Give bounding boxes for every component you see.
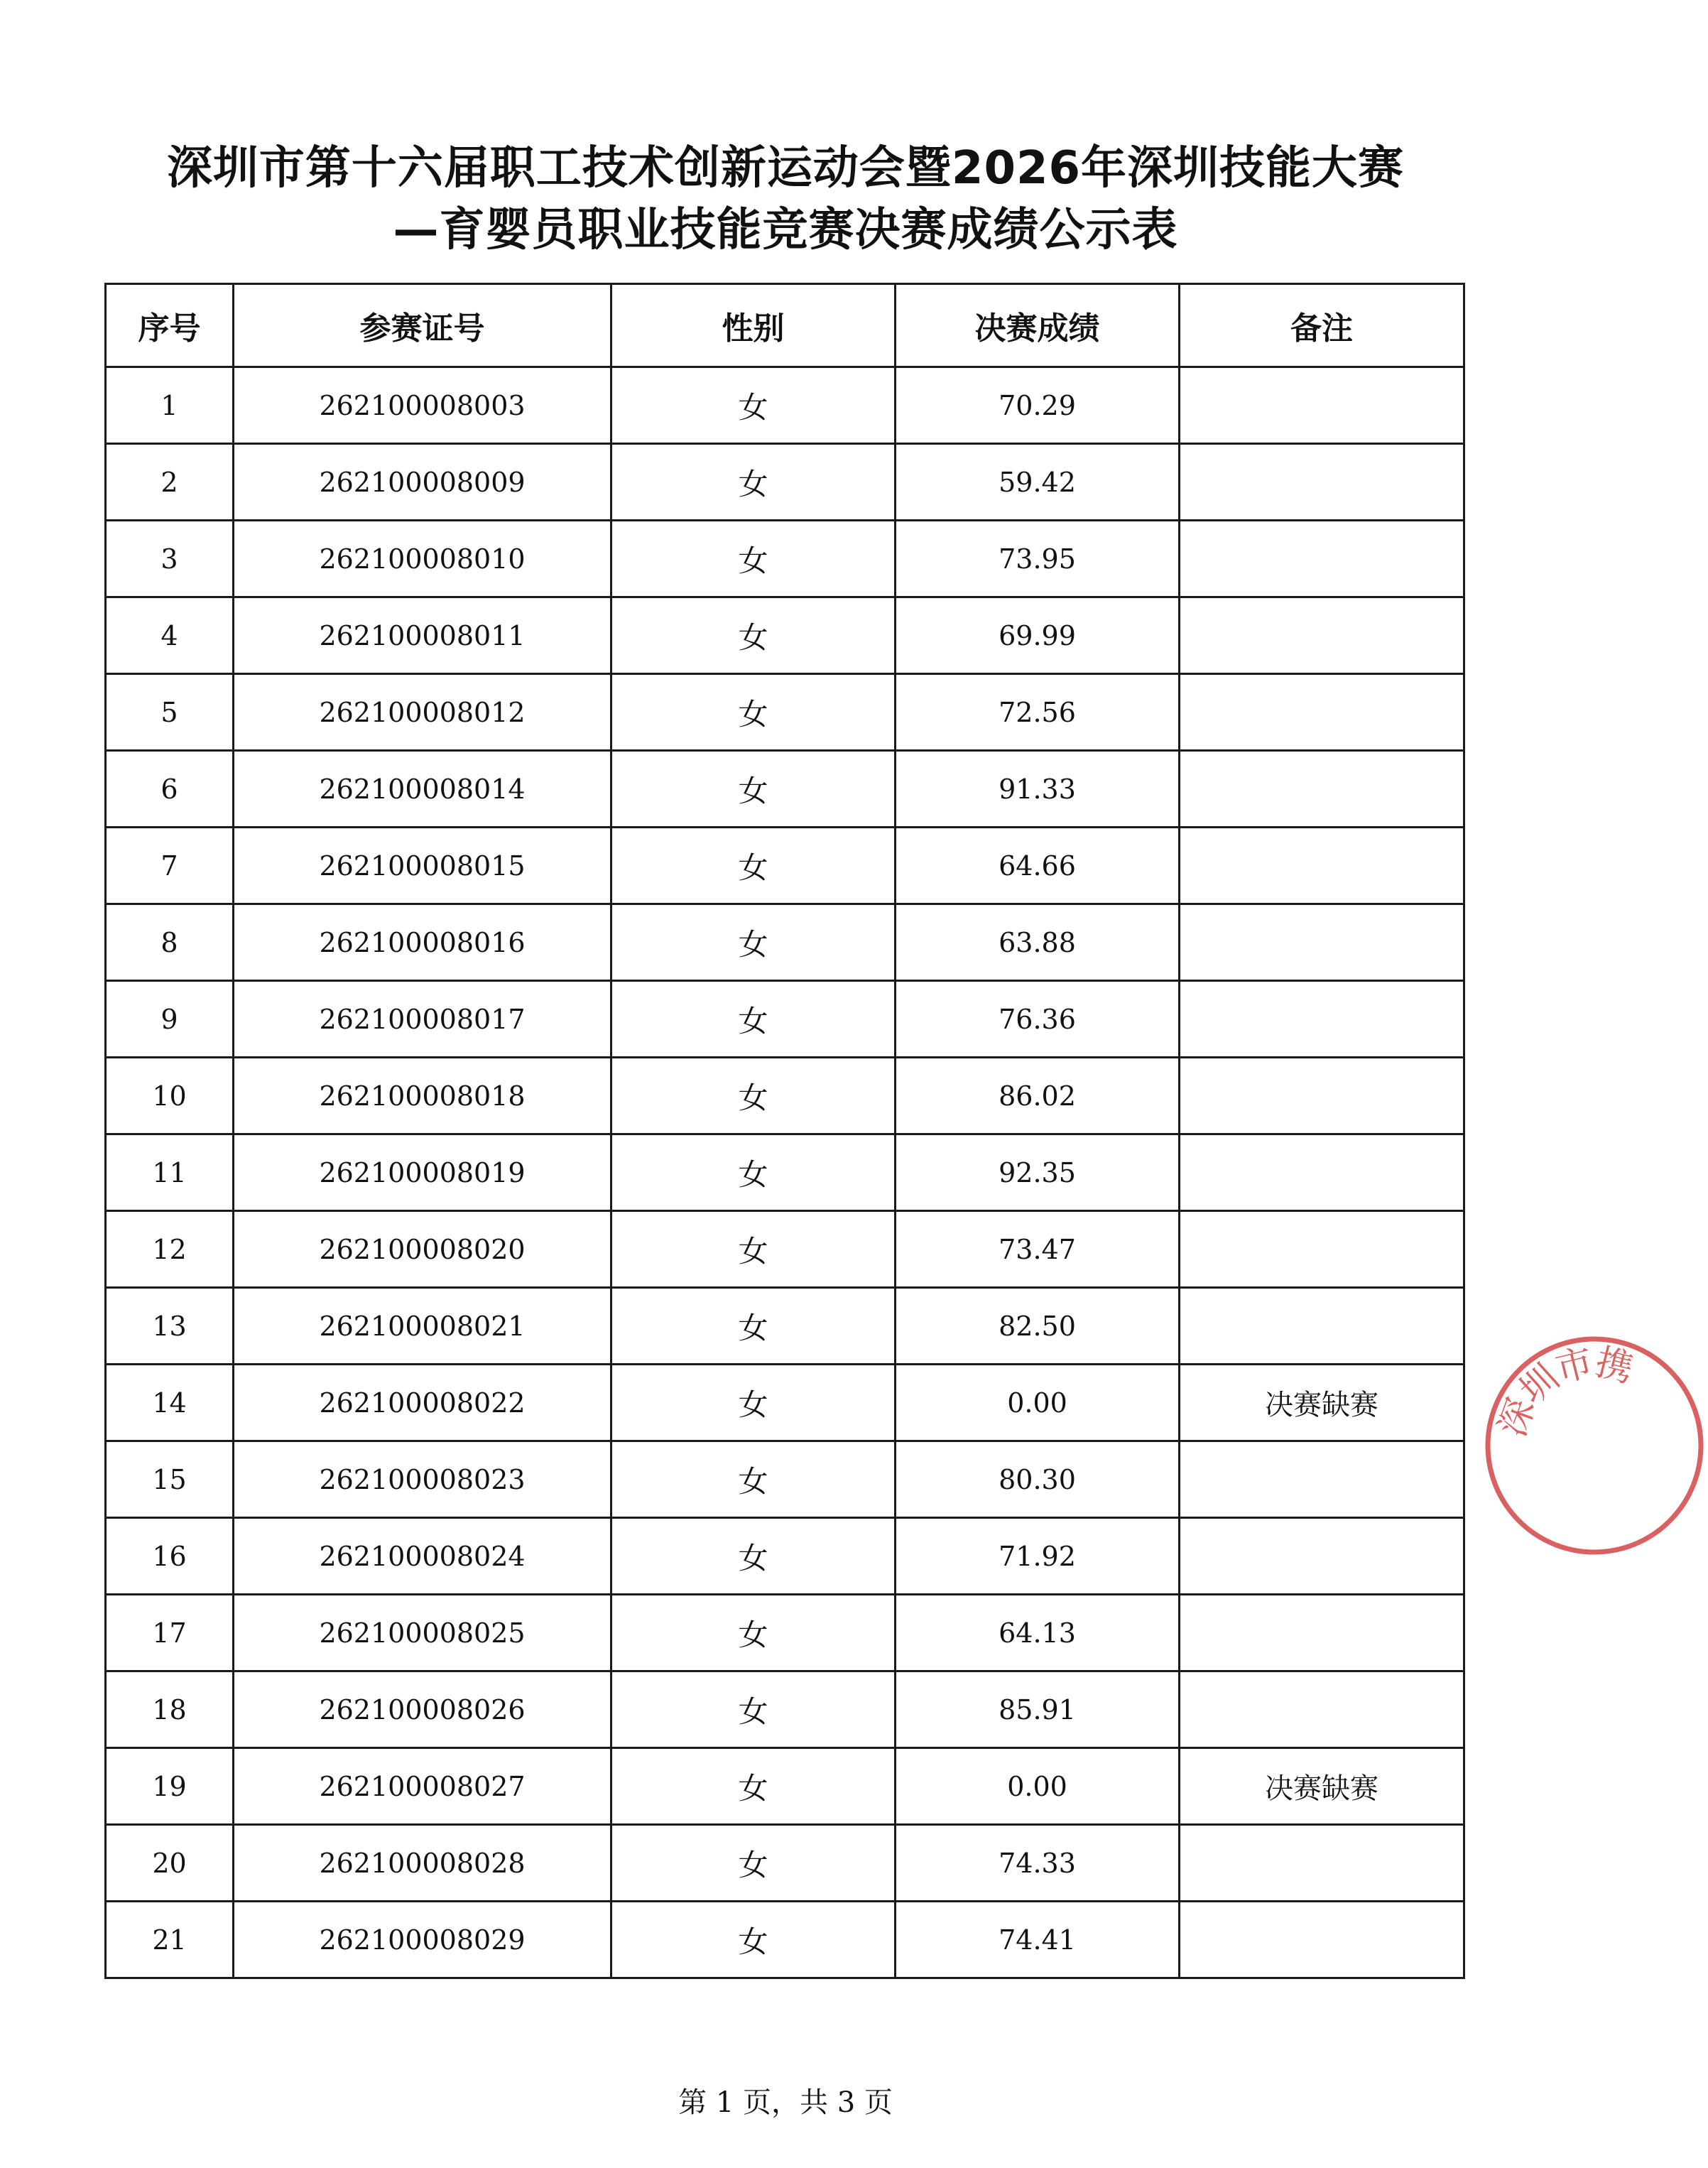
- cell-entry-id: 262100008015: [234, 828, 611, 904]
- cell-serial: 21: [106, 1902, 234, 1978]
- table-row: [106, 1288, 1464, 1365]
- table-row: [106, 1211, 1464, 1288]
- cell-final-score: 91.33: [896, 751, 1180, 828]
- document-title-line-1: 深圳市第十六届职工技术创新运动会暨2026年深圳技能大赛: [166, 142, 1405, 195]
- official-seal-stamp: [1481, 1332, 1708, 1559]
- cell-gender: 女: [611, 444, 896, 521]
- cell-remarks: [1180, 674, 1464, 751]
- seal-character: 深: [1491, 1392, 1544, 1443]
- cell-remarks: [1180, 1211, 1464, 1288]
- cell-remarks: [1180, 521, 1464, 597]
- cell-entry-id: 262100008012: [234, 674, 611, 751]
- score-table: [104, 283, 1465, 1979]
- header-final-score: 决赛成绩: [896, 284, 1180, 367]
- table-row: [106, 1825, 1464, 1902]
- cell-serial: 10: [106, 1058, 234, 1134]
- cell-entry-id: 262100008003: [234, 367, 611, 444]
- header-remarks: 备注: [1180, 284, 1464, 367]
- cell-serial: 11: [106, 1134, 234, 1211]
- seal-character: 圳: [1511, 1356, 1568, 1413]
- cell-final-score: 71.92: [896, 1518, 1180, 1595]
- cell-final-score: 74.41: [896, 1902, 1180, 1978]
- cell-remarks: [1180, 444, 1464, 521]
- cell-serial: 13: [106, 1288, 234, 1365]
- cell-serial: 8: [106, 904, 234, 981]
- cell-gender: 女: [611, 1825, 896, 1902]
- cell-gender: 女: [611, 1134, 896, 1211]
- cell-entry-id: 262100008010: [234, 521, 611, 597]
- cell-remarks: [1180, 367, 1464, 444]
- table-row: [106, 521, 1464, 597]
- cell-entry-id: 262100008014: [234, 751, 611, 828]
- cell-serial: 1: [106, 367, 234, 444]
- table-row: [106, 904, 1464, 981]
- cell-gender: 女: [611, 1441, 896, 1518]
- cell-gender: 女: [611, 1058, 896, 1134]
- cell-remarks: [1180, 1595, 1464, 1671]
- cell-gender: 女: [611, 597, 896, 674]
- table-row: [106, 1748, 1464, 1825]
- cell-gender: 女: [611, 1595, 896, 1671]
- cell-entry-id: 262100008020: [234, 1211, 611, 1288]
- cell-remarks: [1180, 1288, 1464, 1365]
- cell-remarks: [1180, 597, 1464, 674]
- table-row: [106, 751, 1464, 828]
- cell-entry-id: 262100008027: [234, 1748, 611, 1825]
- cell-gender: 女: [611, 367, 896, 444]
- cell-entry-id: 262100008016: [234, 904, 611, 981]
- cell-final-score: 72.56: [896, 674, 1180, 751]
- cell-entry-id: 262100008021: [234, 1288, 611, 1365]
- cell-entry-id: 262100008019: [234, 1134, 611, 1211]
- cell-serial: 12: [106, 1211, 234, 1288]
- table-row: [106, 674, 1464, 751]
- cell-serial: 17: [106, 1595, 234, 1671]
- cell-final-score: 76.36: [896, 981, 1180, 1058]
- cell-remarks: [1180, 1825, 1464, 1902]
- cell-final-score: 69.99: [896, 597, 1180, 674]
- cell-entry-id: 262100008029: [234, 1902, 611, 1978]
- cell-remarks: 决赛缺赛: [1180, 1748, 1464, 1825]
- cell-gender: 女: [611, 751, 896, 828]
- table-row: [106, 1671, 1464, 1748]
- cell-serial: 3: [106, 521, 234, 597]
- header-gender: 性别: [611, 284, 896, 367]
- cell-gender: 女: [611, 674, 896, 751]
- cell-gender: 女: [611, 1288, 896, 1365]
- cell-remarks: [1180, 904, 1464, 981]
- table-row: [106, 444, 1464, 521]
- cell-serial: 4: [106, 597, 234, 674]
- document-title-line-2: —育婴员职业技能竞赛决赛成绩公示表: [393, 204, 1178, 256]
- cell-final-score: 74.33: [896, 1825, 1180, 1902]
- table-row: [106, 1441, 1464, 1518]
- cell-entry-id: 262100008017: [234, 981, 611, 1058]
- cell-gender: 女: [611, 1518, 896, 1595]
- table-header-row: [106, 284, 1464, 367]
- cell-gender: 女: [611, 1902, 896, 1978]
- cell-remarks: [1180, 981, 1464, 1058]
- cell-final-score: 0.00: [896, 1748, 1180, 1825]
- seal-character: 携: [1591, 1340, 1638, 1392]
- cell-gender: 女: [611, 828, 896, 904]
- cell-gender: 女: [611, 1748, 896, 1825]
- cell-final-score: 70.29: [896, 367, 1180, 444]
- cell-serial: 16: [106, 1518, 234, 1595]
- table-row: [106, 1365, 1464, 1441]
- cell-final-score: 64.66: [896, 828, 1180, 904]
- header-entry-id: 参赛证号: [234, 284, 611, 367]
- cell-entry-id: 262100008009: [234, 444, 611, 521]
- page-footer: 第 1 页，共 3 页: [678, 2086, 893, 2119]
- cell-serial: 19: [106, 1748, 234, 1825]
- cell-final-score: 73.95: [896, 521, 1180, 597]
- cell-gender: 女: [611, 1365, 896, 1441]
- cell-gender: 女: [611, 981, 896, 1058]
- cell-entry-id: 262100008025: [234, 1595, 611, 1671]
- cell-entry-id: 262100008022: [234, 1365, 611, 1441]
- table-row: [106, 1902, 1464, 1978]
- cell-remarks: [1180, 1134, 1464, 1211]
- seal-character: 市: [1551, 1340, 1598, 1392]
- cell-entry-id: 262100008028: [234, 1825, 611, 1902]
- table-row: [106, 981, 1464, 1058]
- cell-serial: 7: [106, 828, 234, 904]
- cell-serial: 9: [106, 981, 234, 1058]
- cell-entry-id: 262100008023: [234, 1441, 611, 1518]
- cell-final-score: 85.91: [896, 1671, 1180, 1748]
- cell-serial: 20: [106, 1825, 234, 1902]
- cell-serial: 14: [106, 1365, 234, 1441]
- table-row: [106, 1518, 1464, 1595]
- cell-gender: 女: [611, 904, 896, 981]
- cell-remarks: [1180, 1671, 1464, 1748]
- cell-serial: 5: [106, 674, 234, 751]
- cell-final-score: 63.88: [896, 904, 1180, 981]
- cell-final-score: 64.13: [896, 1595, 1180, 1671]
- cell-entry-id: 262100008024: [234, 1518, 611, 1595]
- cell-remarks: [1180, 828, 1464, 904]
- cell-remarks: [1180, 1058, 1464, 1134]
- header-serial: 序号: [106, 284, 234, 367]
- cell-remarks: [1180, 1518, 1464, 1595]
- cell-gender: 女: [611, 521, 896, 597]
- table-row: [106, 597, 1464, 674]
- cell-serial: 6: [106, 751, 234, 828]
- cell-final-score: 59.42: [896, 444, 1180, 521]
- table-row: [106, 1134, 1464, 1211]
- cell-remarks: [1180, 1441, 1464, 1518]
- cell-serial: 15: [106, 1441, 234, 1518]
- cell-serial: 18: [106, 1671, 234, 1748]
- table-row: [106, 1595, 1464, 1671]
- cell-remarks: [1180, 751, 1464, 828]
- cell-final-score: 86.02: [896, 1058, 1180, 1134]
- cell-remarks: [1180, 1902, 1464, 1978]
- cell-gender: 女: [611, 1211, 896, 1288]
- cell-entry-id: 262100008018: [234, 1058, 611, 1134]
- cell-entry-id: 262100008026: [234, 1671, 611, 1748]
- cell-final-score: 0.00: [896, 1365, 1180, 1441]
- cell-gender: 女: [611, 1671, 896, 1748]
- cell-entry-id: 262100008011: [234, 597, 611, 674]
- cell-final-score: 73.47: [896, 1211, 1180, 1288]
- table-body: [106, 367, 1464, 1978]
- table-row: [106, 1058, 1464, 1134]
- cell-final-score: 82.50: [896, 1288, 1180, 1365]
- cell-remarks: 决赛缺赛: [1180, 1365, 1464, 1441]
- table-row: [106, 367, 1464, 444]
- table-row: [106, 828, 1464, 904]
- cell-final-score: 92.35: [896, 1134, 1180, 1211]
- cell-final-score: 80.30: [896, 1441, 1180, 1518]
- cell-serial: 2: [106, 444, 234, 521]
